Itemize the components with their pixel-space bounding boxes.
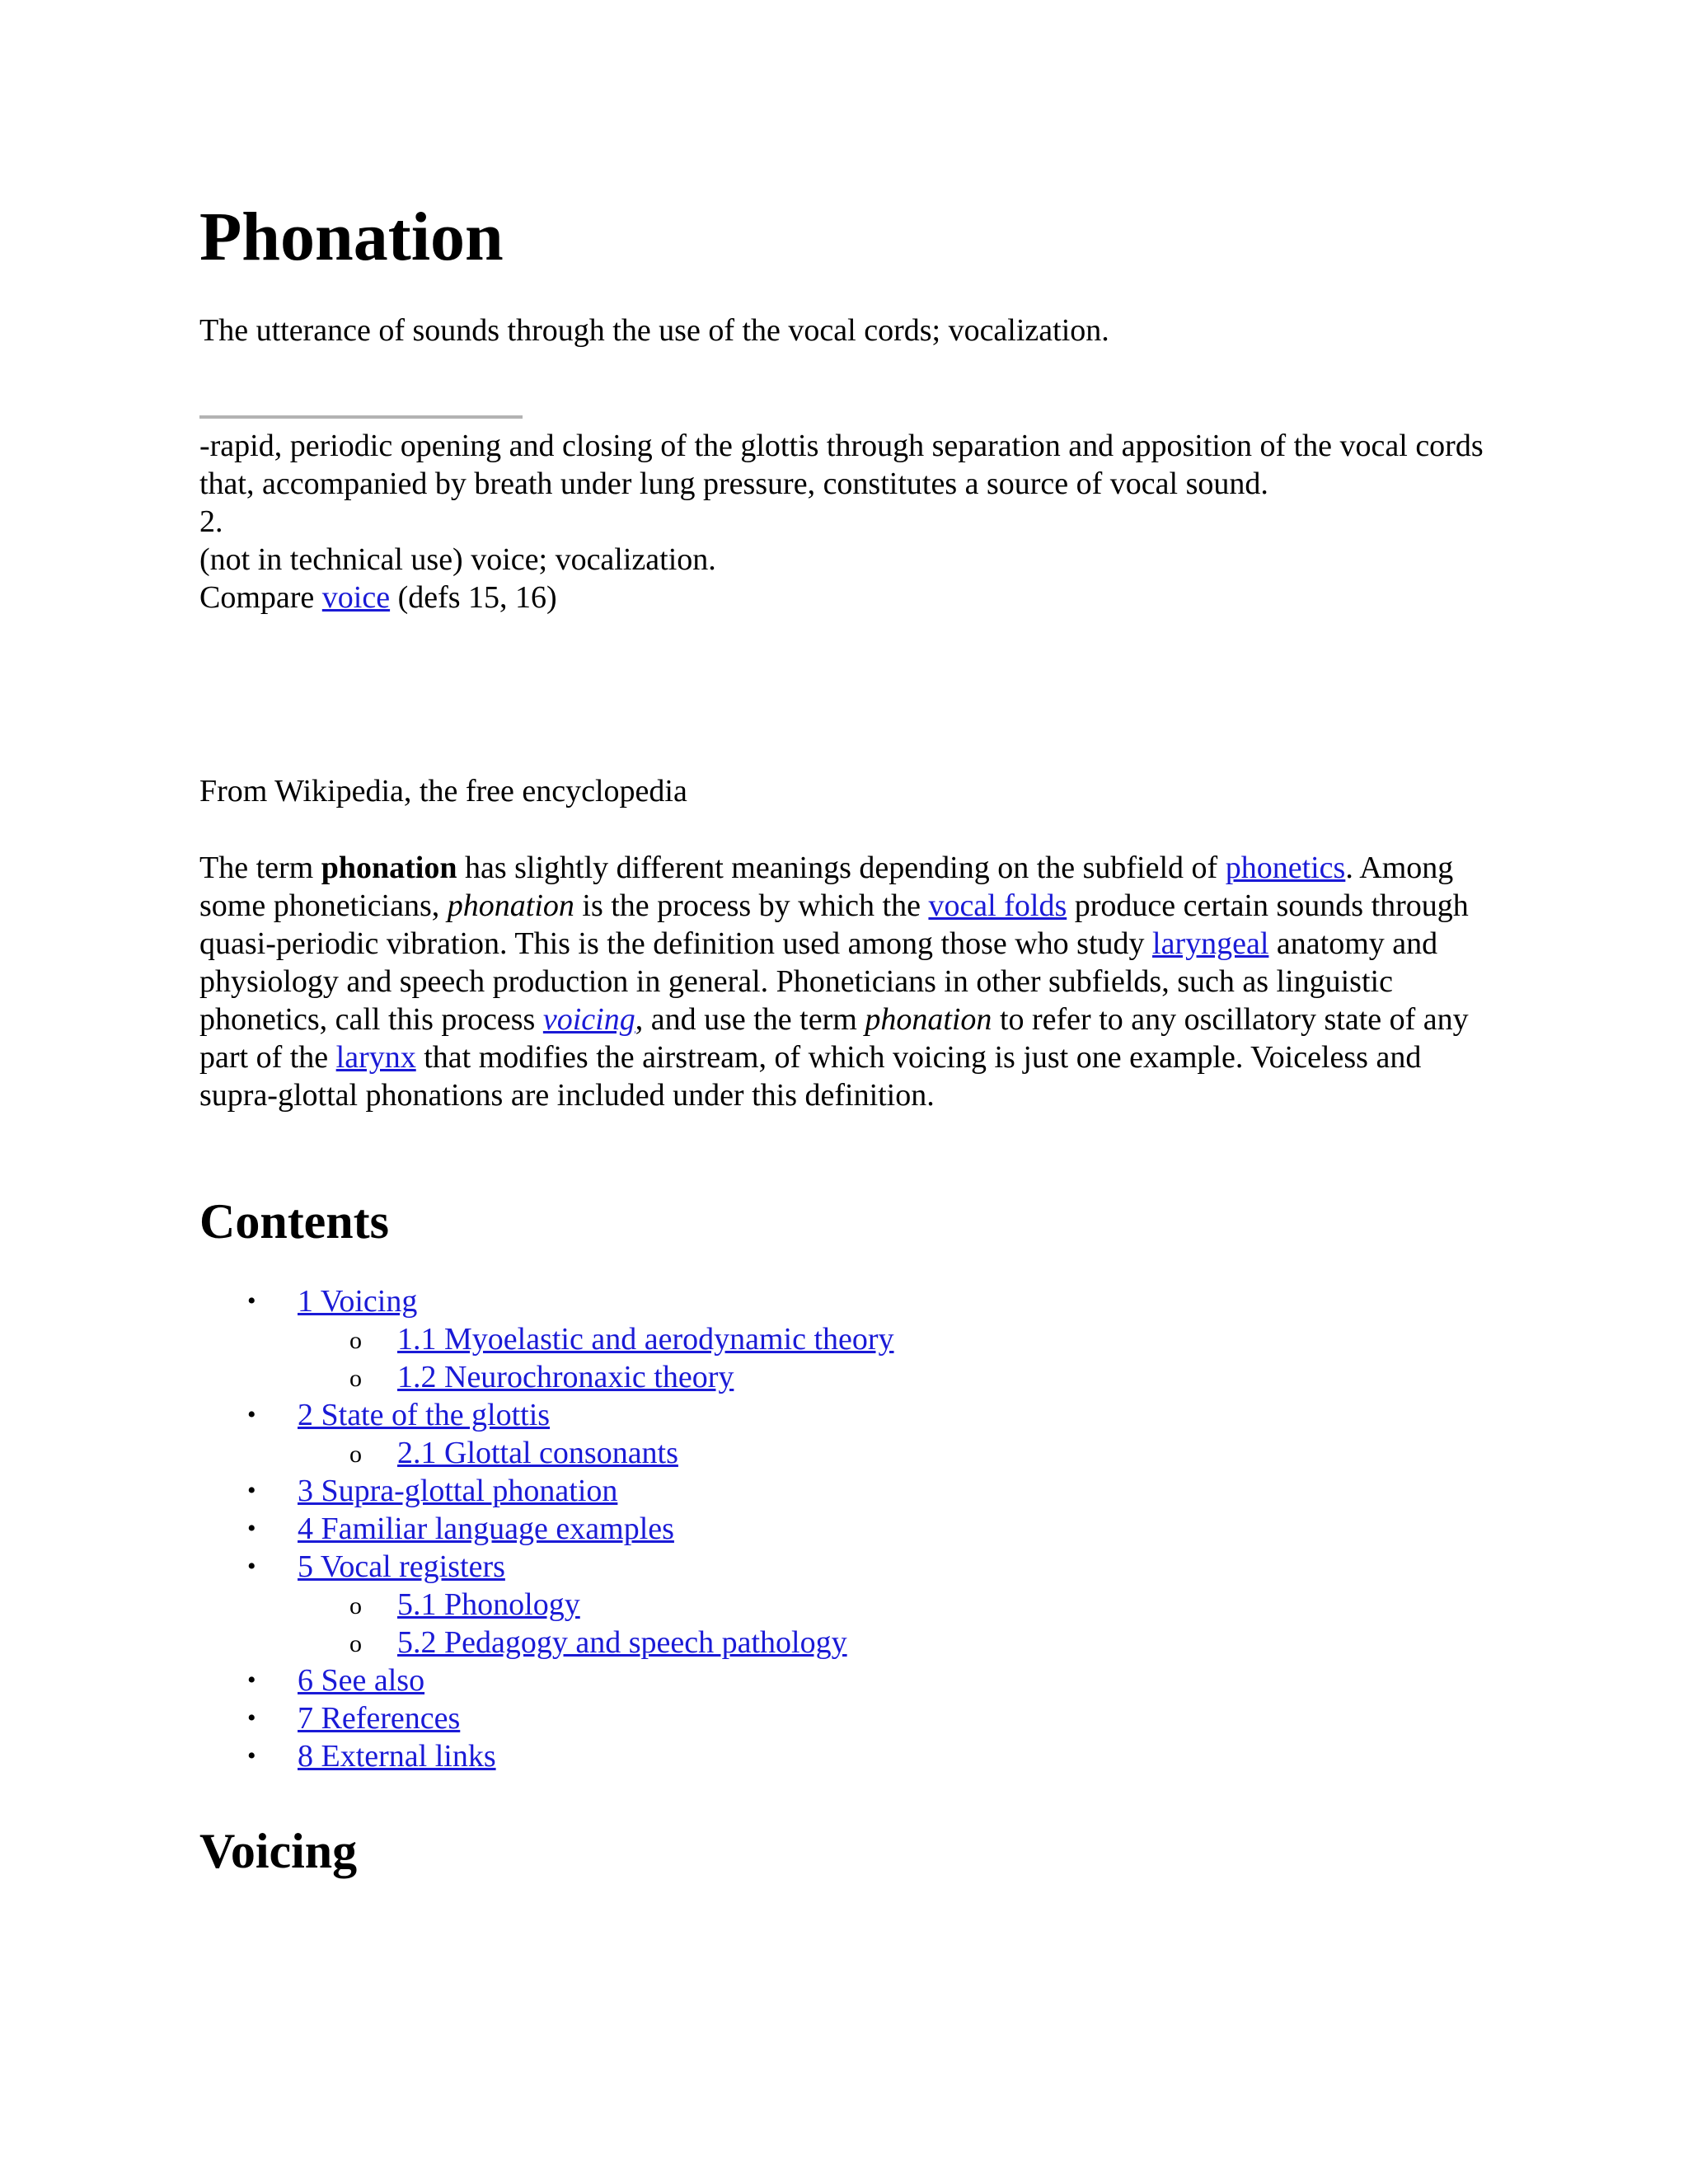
- toc-number: 1.2: [397, 1360, 437, 1394]
- bullet-icon: •: [247, 1515, 256, 1542]
- toc-link[interactable]: [298, 1549, 505, 1584]
- toc-label: See also: [313, 1663, 425, 1698]
- intro-italic-term: phonation: [865, 1002, 992, 1037]
- larynx-link[interactable]: larynx: [335, 1040, 416, 1075]
- toc-label: Pedagogy and speech pathology: [436, 1625, 847, 1660]
- toc-number: 1: [298, 1284, 313, 1319]
- toc-label: State of the glottis: [313, 1398, 551, 1432]
- intro-text: , and use the term: [635, 1002, 865, 1037]
- toc-item: [199, 1434, 894, 1472]
- voicing-link[interactable]: voicing: [542, 1002, 635, 1037]
- toc-number: 7: [298, 1701, 313, 1736]
- laryngeal-link[interactable]: laryngeal: [1152, 926, 1269, 961]
- definition-line-1: -rapid, periodic opening and closing of the glottis through separation and apposition of the vocal cords that, accompanied by breath under lung pressure, constitutes a source of vocal sound.: [199, 429, 1484, 501]
- table-of-contents: [199, 1282, 894, 1775]
- subtitle-definition: The utterance of sounds through the use of the vocal cords; vocalization.: [199, 313, 1109, 348]
- toc-link[interactable]: [298, 1474, 617, 1508]
- toc-item: [199, 1396, 894, 1434]
- toc-label: Voicing: [313, 1284, 418, 1319]
- sub-bullet-icon: o: [349, 1630, 362, 1657]
- vocal-folds-link[interactable]: vocal folds: [928, 888, 1067, 923]
- toc-item: [199, 1472, 894, 1510]
- toc-link[interactable]: [397, 1625, 847, 1660]
- toc-item: [199, 1699, 894, 1737]
- bullet-icon: •: [247, 1666, 256, 1694]
- toc-number: 5: [298, 1549, 313, 1584]
- toc-item: [199, 1510, 894, 1548]
- toc-label: Glottal consonants: [436, 1436, 678, 1470]
- toc-number: 2.1: [397, 1436, 437, 1470]
- bullet-icon: •: [247, 1742, 256, 1769]
- horizontal-divider: [199, 415, 523, 419]
- bullet-icon: •: [247, 1287, 256, 1315]
- intro-text: that modifies the airstream, of which voicing is just one example. Voiceless and supra-glottal phonations are included under this definition.: [199, 1040, 1422, 1113]
- page-title: Phonation: [199, 199, 504, 275]
- toc-number: 6: [298, 1663, 313, 1698]
- contents-heading: Contents: [199, 1194, 390, 1249]
- toc-item: [199, 1624, 894, 1661]
- compare-line: [199, 579, 1485, 616]
- toc-label: Neurochronaxic theory: [436, 1360, 734, 1394]
- compare-prefix: Compare: [199, 580, 322, 615]
- bullet-icon: •: [247, 1477, 256, 1504]
- intro-text: The term: [199, 851, 321, 885]
- toc-number: 5.2: [397, 1625, 437, 1660]
- sub-bullet-icon: o: [349, 1365, 362, 1392]
- toc-number: 2: [298, 1398, 313, 1432]
- toc-link[interactable]: [397, 1436, 678, 1470]
- intro-text: has slightly different meanings depending on the subfield of: [457, 851, 1226, 885]
- toc-item: [199, 1661, 894, 1699]
- phonetics-link[interactable]: phonetics: [1225, 851, 1346, 885]
- sub-bullet-icon: o: [349, 1441, 362, 1468]
- toc-label: Supra-glottal phonation: [313, 1474, 618, 1508]
- definition-line-2: (not in technical use) voice; vocalization.: [199, 542, 716, 577]
- toc-link[interactable]: [298, 1701, 460, 1736]
- toc-link[interactable]: [397, 1587, 580, 1622]
- toc-link[interactable]: [298, 1511, 674, 1546]
- toc-link[interactable]: [298, 1398, 550, 1432]
- intro-text: to refer to any oscillatory state of any part of the: [199, 1002, 1469, 1075]
- toc-item: [199, 1282, 894, 1320]
- toc-link[interactable]: [298, 1663, 424, 1698]
- toc-item: [199, 1358, 894, 1396]
- toc-number: 8: [298, 1739, 313, 1774]
- toc-number: 1.1: [397, 1322, 437, 1357]
- toc-number: 5.1: [397, 1587, 437, 1622]
- bullet-icon: •: [247, 1401, 256, 1428]
- toc-label: Familiar language examples: [313, 1511, 674, 1546]
- sub-bullet-icon: o: [349, 1592, 362, 1619]
- source-line: From Wikipedia, the free encyclopedia: [199, 774, 687, 808]
- intro-text: is the process by which the: [574, 888, 929, 923]
- toc-label: References: [313, 1701, 461, 1736]
- bullet-icon: •: [247, 1704, 256, 1732]
- toc-label: Myoelastic and aerodynamic theory: [436, 1322, 894, 1357]
- intro-paragraph: [199, 849, 1477, 1114]
- intro-text: . Among some phoneticians,: [199, 851, 1454, 923]
- toc-link[interactable]: [397, 1322, 894, 1357]
- toc-item: [199, 1586, 894, 1624]
- toc-label: External links: [313, 1739, 496, 1774]
- toc-label: Vocal registers: [313, 1549, 505, 1584]
- voice-link[interactable]: voice: [321, 580, 391, 615]
- toc-link[interactable]: [298, 1739, 496, 1774]
- toc-item: [199, 1548, 894, 1586]
- intro-italic-term: phonation: [447, 888, 574, 923]
- bullet-icon: •: [247, 1553, 256, 1580]
- sub-bullet-icon: o: [349, 1327, 362, 1354]
- voicing-heading: Voicing: [199, 1824, 358, 1878]
- toc-item: [199, 1737, 894, 1775]
- toc-link[interactable]: [298, 1284, 417, 1319]
- compare-suffix: (defs 15, 16): [390, 580, 557, 615]
- toc-link[interactable]: [397, 1360, 734, 1394]
- intro-text: produce certain sounds through quasi-periodic vibration. This is the definition used among those who study: [199, 888, 1469, 961]
- toc-number: 3: [298, 1474, 313, 1508]
- dictionary-definition: [199, 427, 1485, 616]
- toc-item: [199, 1320, 894, 1358]
- toc-label: Phonology: [436, 1587, 580, 1622]
- intro-text: anatomy and physiology and speech production in general. Phoneticians in other subfields, such as linguistic phonetics, call this process: [199, 926, 1438, 1037]
- intro-bold-term: phonation: [321, 851, 457, 885]
- toc-number: 4: [298, 1511, 313, 1546]
- definition-number: 2.: [199, 504, 223, 539]
